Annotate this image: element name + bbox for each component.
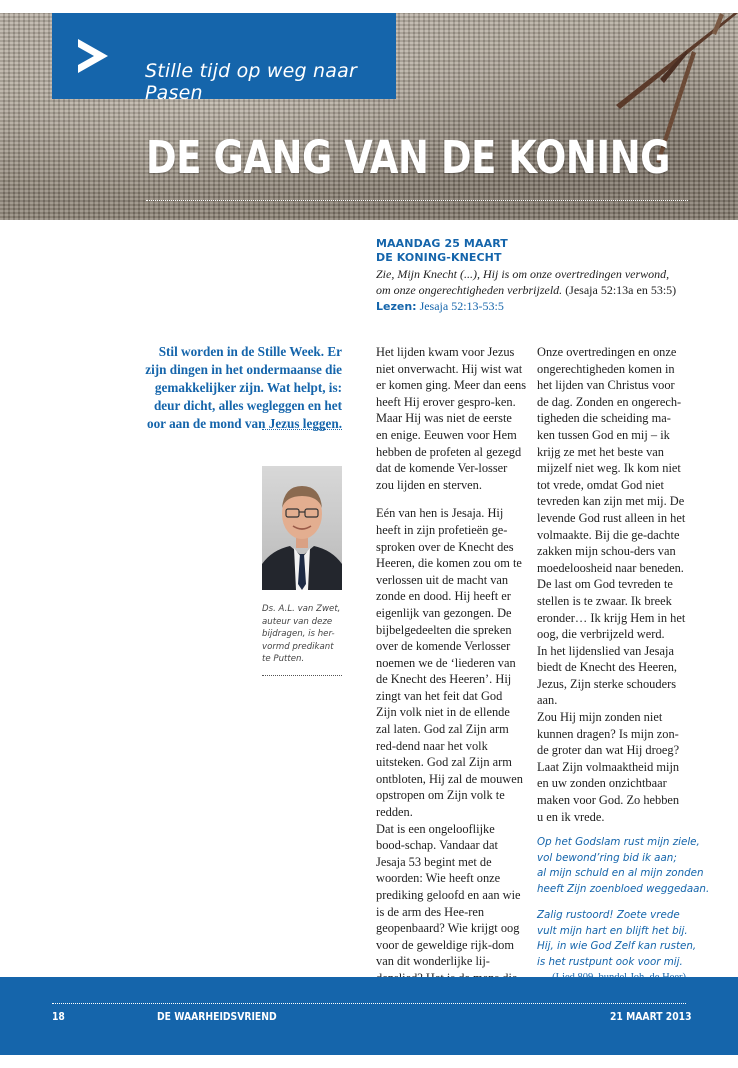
- intro-block: [376, 237, 686, 315]
- hymn-line: vult mijn hart en blijft het bij.: [537, 924, 688, 937]
- read-label: Lezen:: [376, 300, 417, 313]
- pull-quote-divider: [262, 429, 342, 430]
- paragraph: Onze overtredingen en onze ongerechtigheden komen in het lijden van Christus voor de dag. Zonden en ongerech-tigheden die scheiding ma-ken tussen God en mij – ik krijg ze met het beste van mijzelf niet weg. Ik kom niet tot vrede, omdat God niet tevreden kan zijn met mij. De levende God rust alleen in het volmaakte. Bij die ge-dachte zakken mijn schou-ders van moedeloosheid naar beneden. De last om God tevreden te stellen is te zwaar. Ik breek eronder… Ik krijg Hem in het oog, die verbrijzeld werd.: [537, 345, 686, 642]
- caption-divider: [262, 675, 342, 676]
- pull-quote: Stil worden in de Stille Week. Er zijn dingen in het ondermaanse die gemakkelijker zijn. Wat helpt, is: deur dicht, alles wegleggen en het oor aan de mond van Jezus leggen.: [145, 344, 342, 431]
- paragraph: Dat is een ongelooflijke bood-schap. Vandaar dat Jesaja 53 begint met de woorden: Wie heeft onze prediking geloofd en aan wie is de arm des Hee-ren geopenbaard? Wie krijgt oog voor de geweldige rijk-dom van dit wonderlijke lij-: [376, 821, 521, 969]
- chevron-right-icon: [74, 37, 112, 75]
- hymn-line: is het rustpunt ook voor mij.: [537, 955, 683, 968]
- intro-quote-reference: (Jesaja 52:13a en 53:5): [565, 283, 677, 297]
- footer-divider: [52, 1003, 686, 1004]
- paragraph: Eén van hen is Jesaja. Hij heeft in zijn profetieën ge-sproken over de Knecht des Heeren, die komen zou om te verlossen uit de macht van zonde en dood. Hij heeft er eigenlijk van gezongen. De bijbelgedeelten die spreken over de komende Verlosser noemen we de ‘liederen van de Knecht des Heeren’. Hij zingt van het feit dat God Zijn volk niet in de ellende zal laten. God zal Zijn arm red-dend naar het volk uitsteken. God zal Zijn arm ontbloten, Hij zal de mouwen opstropen om Zijn volk te redden.: [376, 506, 523, 820]
- read-line: [376, 298, 686, 315]
- page-title: DE GANG VAN DE KONING: [146, 131, 671, 184]
- section-tag-label: Stille tijd op weg naar Pasen: [145, 60, 357, 104]
- author-portrait-image: [262, 466, 342, 590]
- title-divider: [146, 200, 688, 201]
- page-footer: [0, 977, 738, 1055]
- hymn-stanza: [537, 908, 697, 970]
- paragraph: Zou Hij mijn zonden niet kunnen dragen? Is mijn zon-de groter dan wat Hij droeg? Laat Zijn volmaaktheid mijn en uw zonden onzichtbaar maken voor God. Zo hebben u en ik vrede.: [537, 710, 680, 824]
- hymn-line: heeft Zijn zoenbloed weggedaan.: [537, 882, 710, 895]
- hymn-quote: [537, 835, 710, 986]
- intro-date: MAANDAG 25 MAART: [376, 237, 508, 250]
- paragraph: Het lijden kwam voor Jezus niet onverwacht. Hij wist wat er komen ging. Meer dan eens heeft Hij erover gespro-ken. Maar Hij was niet de eerste en enige. Eeuwen voor Hem hebben de profeten al gezegd dat de komende Ver-losser zou lijden en sterven.: [376, 345, 527, 492]
- hymn-line: vol bewond’ring bid ik aan;: [537, 851, 677, 864]
- read-reference: Jesaja 52:13-53:5: [419, 299, 504, 313]
- body-column-2: [537, 344, 710, 986]
- section-tag-box: [52, 13, 396, 104]
- hymn-line: Hij, in wie God Zelf kan rusten,: [537, 940, 697, 953]
- issue-date: 21 MAART 2013: [610, 1011, 692, 1023]
- hymn-line: Op het Godslam rust mijn ziele,: [537, 836, 700, 849]
- body-column-1: [376, 344, 526, 1053]
- page-number: 18: [52, 1011, 65, 1023]
- hymn-line: al mijn schuld en al mijn zonden: [537, 867, 704, 880]
- intro-quote-text: Zie, Mijn Knecht (...), Hij is om onze overtredingen verwond, om onze ongerechtigheden verbrijzeld.: [376, 267, 670, 297]
- paragraph: In het lijdenslied van Jesaja biedt de Knecht des Heeren, Jezus, Zijn sterke schouders aan.: [537, 643, 678, 708]
- hymn-stanza: [537, 835, 710, 897]
- photo-caption: Ds. A.L. van Zwet, auteur van deze bijdragen, is her-vormd predikant te Putten.: [262, 604, 341, 664]
- author-photo: [262, 466, 342, 590]
- hymn-line: Zalig rustoord! Zoete vrede: [537, 909, 680, 922]
- intro-quote: [376, 266, 686, 298]
- intro-subtitle: DE KONING-KNECHT: [376, 251, 502, 264]
- magazine-name: DE WAARHEIDSVRIEND: [157, 1011, 277, 1023]
